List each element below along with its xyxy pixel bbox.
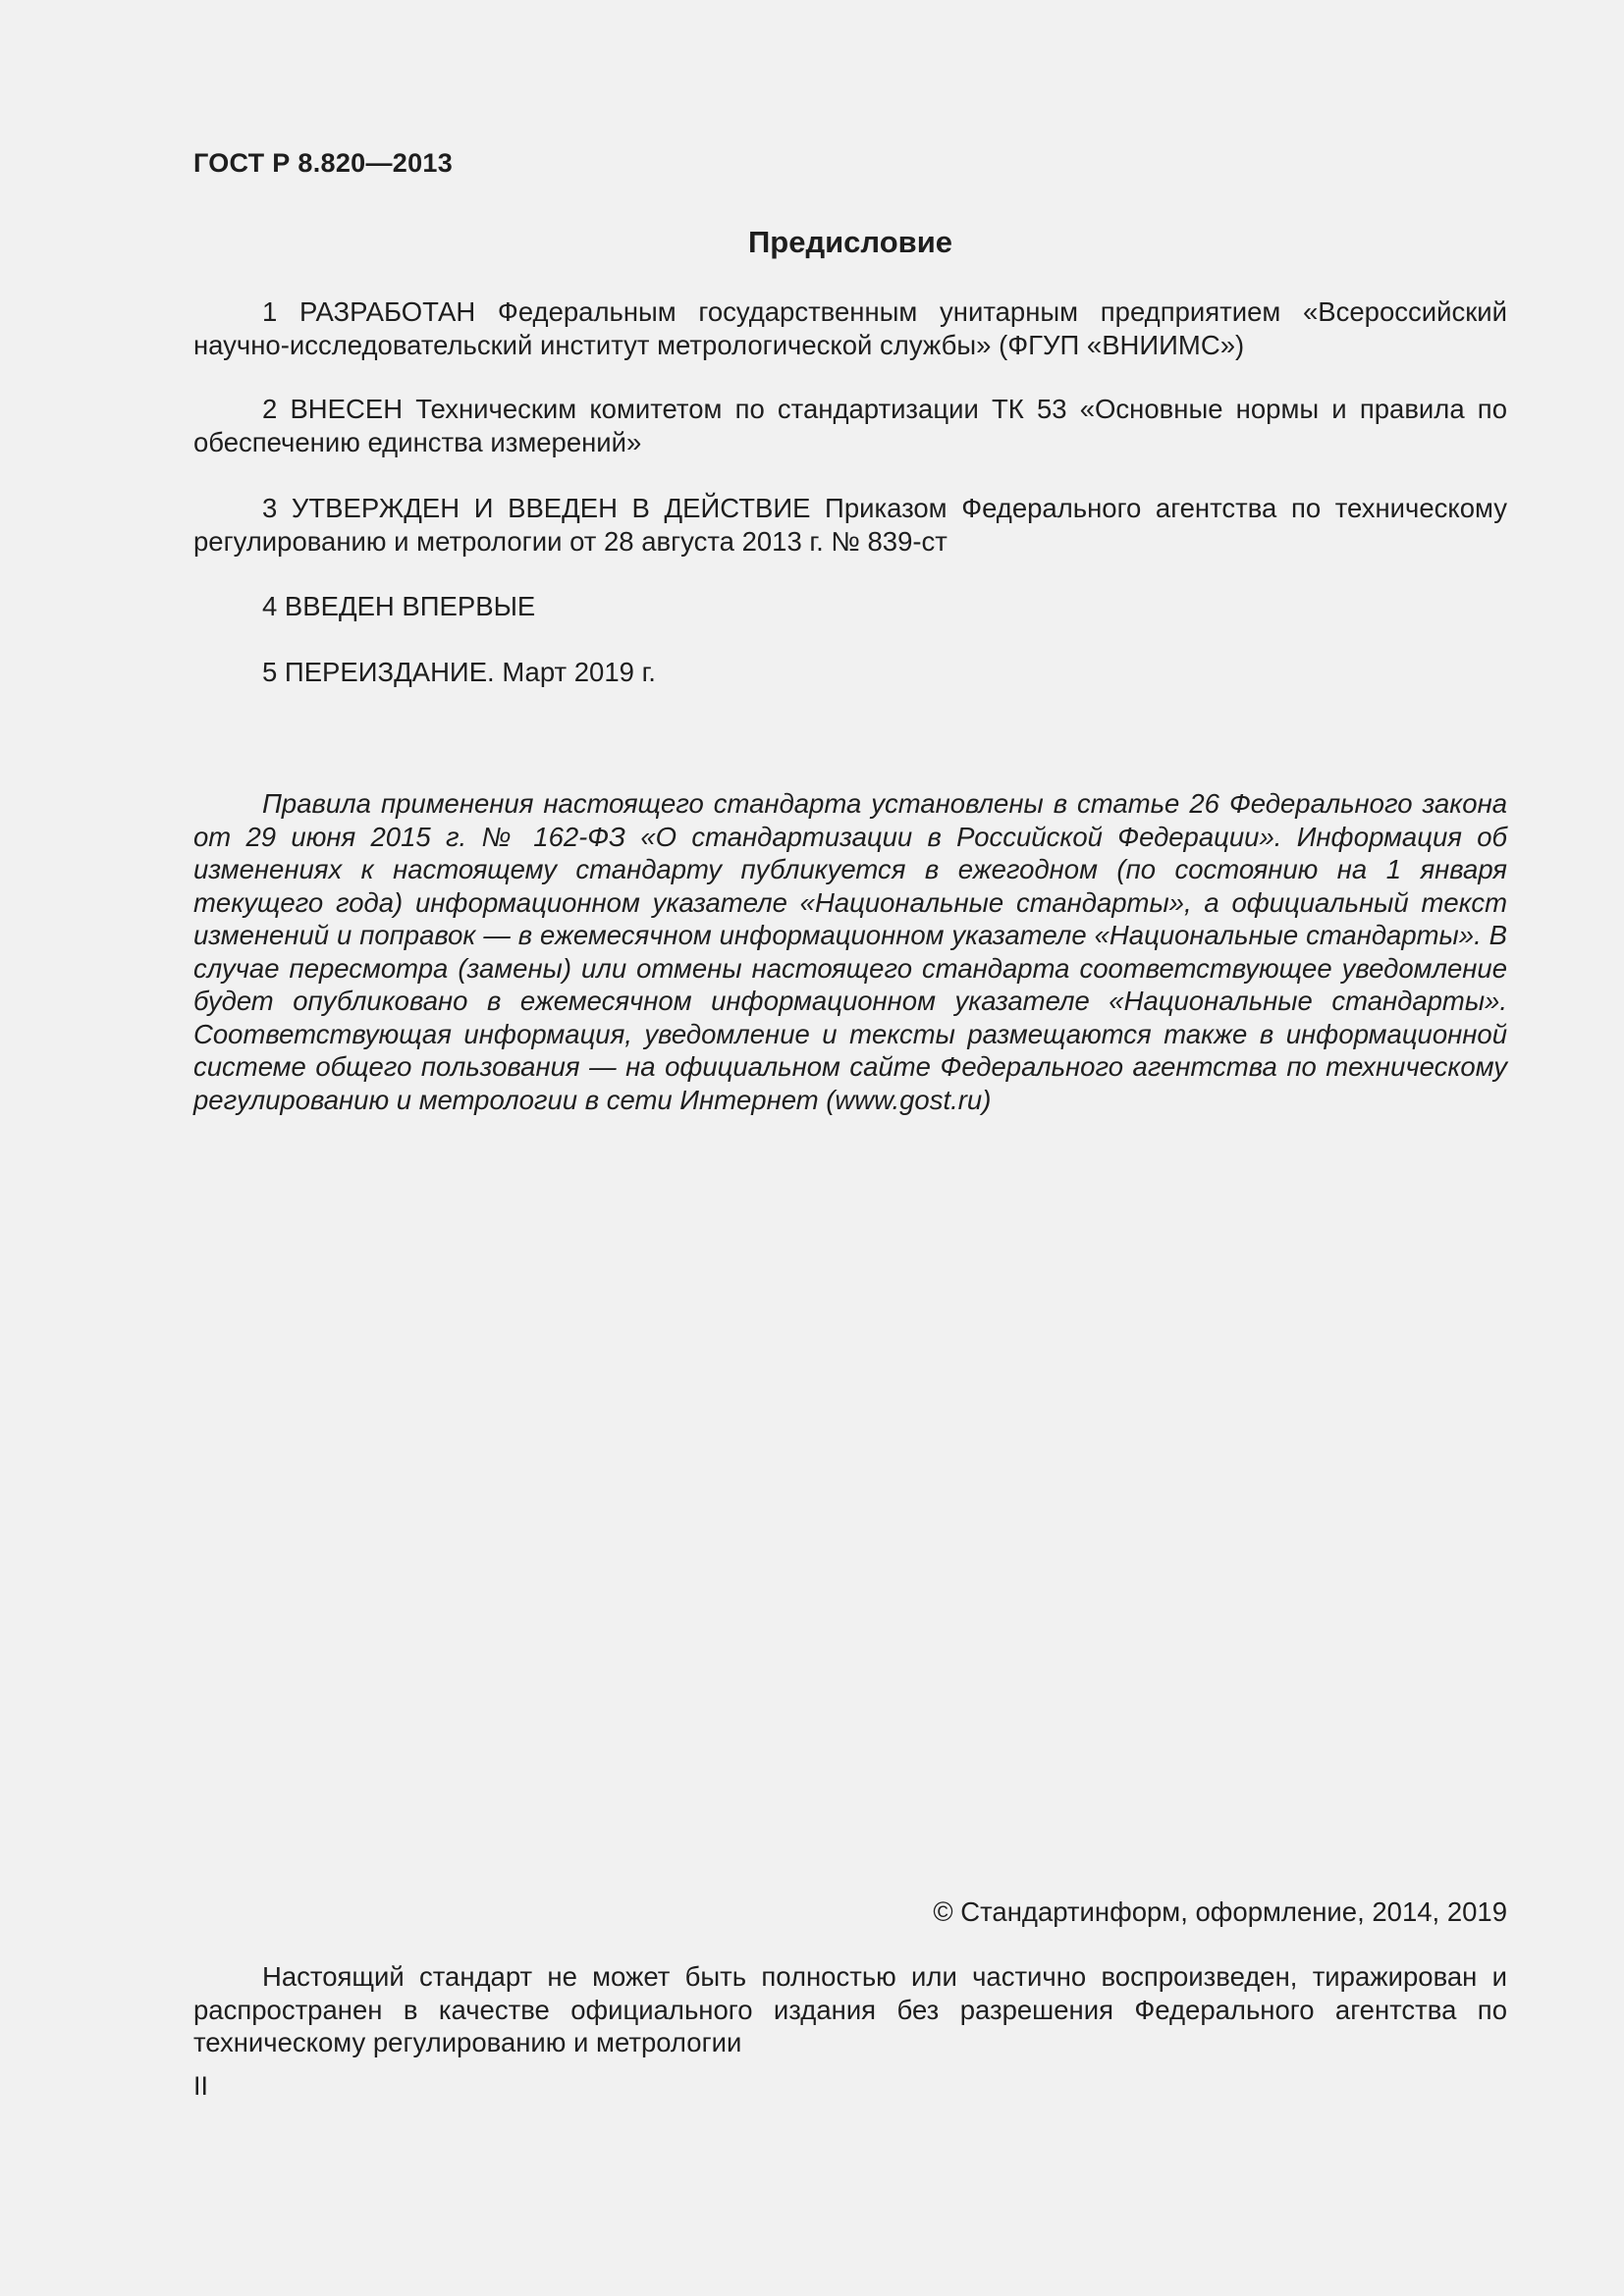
foreword-item-5: 5 ПЕРЕИЗДАНИЕ. Март 2019 г. (262, 657, 656, 687)
foreword-item-3: 3 УТВЕРЖДЕН И ВВЕДЕН В ДЕЙСТВИЕ Приказом Федерального агентства по техническому регулированию и метрологии от 28 августа 2013 г. № 839-ст (193, 493, 1507, 557)
reproduction-notice: Настоящий стандарт не может быть полностью или частично воспроизведен, тиражирован и распространен в качестве официального издания без разрешения Федерального агентства по техническому регулированию и метрологии (193, 1961, 1507, 2057)
foreword-item-2: 2 ВНЕСЕН Техническим комитетом по стандартизации ТК 53 «Основные нормы и правила по обеспечению единства измерений» (193, 394, 1507, 457)
copyright-line: © Стандартинформ, оформление, 2014, 2019 (933, 1896, 1507, 1927)
application-rules-notice: Правила применения настоящего стандарта установлены в статье 26 Федерального закона от 29 июня 2015 г. № 162-ФЗ «О стандартизации в Российской Федерации». Информация об изменениях к настоящему стандарту публикуется в ежегодном (по состоянию на 1 января текущего года) информационном указателе «Национальные стандарты», а официальный текст изменений и поправок — в ежемесячном информационном указателе «Национальные стандарты». В случае пересмотра (замены) или отмены настоящего стандарта соответствующее уведомление будет опубликовано в ежемесячном информационном указателе «Национальные стандарты». Соответствующая информация, уведомление и тексты размещаются также в информационной системе общего пользования — на официальном сайте Федерального агентства по техническому регулированию и метрологии в сети Интернет (www.gost.ru) (193, 788, 1507, 1115)
foreword-item-1: 1 РАЗРАБОТАН Федеральным государственным унитарным предприятием «Всероссийский научно-исследовательский институт метрологической службы» (ФГУП «ВНИИМС») (193, 296, 1507, 360)
page-title: Предисловие (747, 225, 952, 259)
standard-code-header: ГОСТ Р 8.820—2013 (193, 148, 454, 178)
foreword-item-4: 4 ВВЕДЕН ВПЕРВЫЕ (262, 591, 536, 621)
page-number: II (193, 2071, 209, 2101)
